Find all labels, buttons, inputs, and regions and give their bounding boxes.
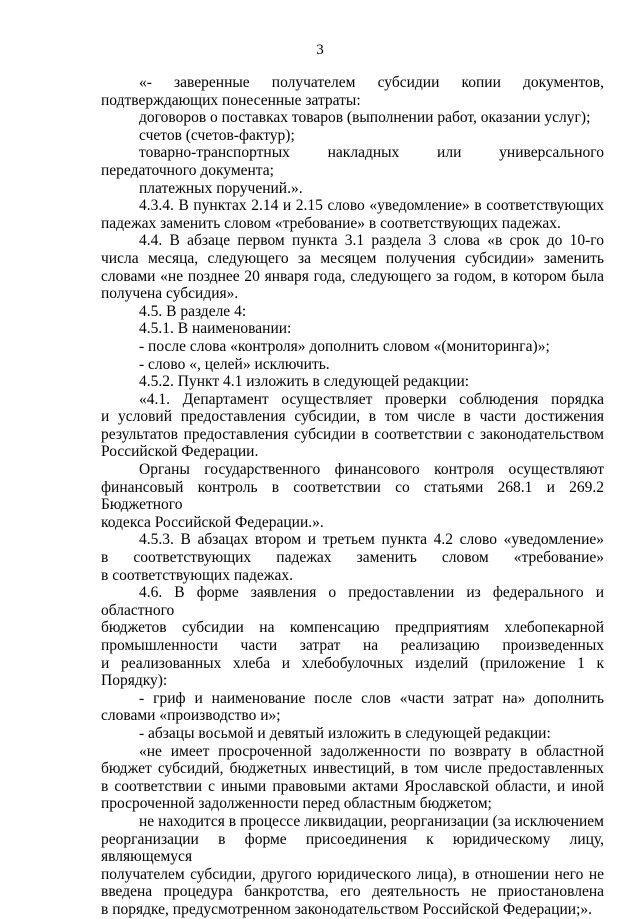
text-line: получена субсидия». xyxy=(101,285,239,303)
text-line: 4.5.1. В наименовании: xyxy=(139,320,292,338)
text-line: 4.5.3. В абзацах втором и третьем пункта 4.2 слово «уведомление» xyxy=(139,531,604,549)
text-line: платежных поручений.». xyxy=(139,179,303,197)
text-line: товарно-транспортных накладных или универсального xyxy=(139,144,604,162)
text-line: - слово «, целей» исключить. xyxy=(139,355,330,373)
text-line: просроченной задолженности перед областным бюджетом; xyxy=(101,795,492,813)
text-line: в соответствии с иными правовыми актами Ярославской области, и иной xyxy=(101,777,604,795)
text-line: не находится в процессе ликвидации, реорганизации (за исключением xyxy=(139,812,604,830)
text-line: «4.1. Департамент осуществляет проверки соблюдения порядка xyxy=(139,390,604,408)
text-line: в соответствующих падежах. xyxy=(101,566,293,584)
text-line: Российской Федерации. xyxy=(101,443,259,461)
text-line: реорганизации в форме присоединения к юридическому лицу, являющемуся xyxy=(101,830,604,866)
text-line: 4.6. В форме заявления о предоставлении из федерального и областного xyxy=(101,584,604,619)
text-line: «не имеет просроченной задолженности по возврату в областной xyxy=(139,742,604,760)
text-line: получателем субсидии, другого юридического лица), в отношении него не xyxy=(101,865,604,883)
text-line: промышленности части затрат на реализацию произведенных xyxy=(101,637,604,654)
text-line: подтверждающих понесенные затраты: xyxy=(101,91,361,109)
text-line: словами «не позднее 20 января года, следующего за годом, в котором была xyxy=(101,267,604,285)
text-line: 4.4. В абзаце первом пункта 3.1 раздела 3 слова «в срок до 10-го xyxy=(139,232,604,250)
text-line: финансовый контроль в соответствии со статьями 268.1 и 269.2 Бюджетного xyxy=(101,478,604,514)
text-line: передаточного документа; xyxy=(101,161,274,179)
text-line: счетов (счетов-фактур); xyxy=(139,126,295,144)
text-line: Органы государственного финансового контроля осуществляют xyxy=(139,461,604,479)
document-body xyxy=(101,74,604,919)
text-line: и реализованных хлеба и хлебобулочных изделий (приложение 1 к Порядку): xyxy=(101,654,604,690)
text-line: - после слова «контроля» дополнить словом «(мониторинга)»; xyxy=(139,337,550,355)
text-line: падежах заменить словом «требование» в соответствующих падежах. xyxy=(101,214,561,232)
text-line: 4.5.2. Пункт 4.1 изложить в следующей редакции: xyxy=(139,373,470,391)
text-line: результатов предоставления субсидии в соответствии с законодательством xyxy=(101,425,604,443)
text-line: «- заверенные получателем субсидии копии документов, xyxy=(139,74,604,91)
text-line: в порядке, предусмотренном законодательством Российской Федерации;». xyxy=(101,900,593,918)
text-line: в соответствующих падежах заменить словом «требование» xyxy=(101,549,604,567)
text-line: и условий предоставления субсидии, в том числе в части достижения xyxy=(101,408,604,426)
text-line: словами «производство и»; xyxy=(101,707,281,725)
text-line: - гриф и наименование после слов «части затрат на» дополнить xyxy=(139,689,604,707)
text-line: бюджетов субсидии на компенсацию предприятиям хлебопекарной xyxy=(101,619,604,637)
text-line: введена процедура банкротства, его деятельность не приостановлена xyxy=(101,883,604,901)
text-line: 4.3.4. В пунктах 2.14 и 2.15 слово «уведомление» в соответствующих xyxy=(139,197,604,215)
text-line: бюджет субсидий, бюджетных инвестиций, в том числе предоставленных xyxy=(101,760,604,778)
text-line: договоров о поставках товаров (выполнении работ, оказании услуг); xyxy=(139,109,591,127)
text-line: числа месяца, следующего за месяцем получения субсидии» заменить xyxy=(101,249,604,267)
page-number: 3 xyxy=(316,42,324,58)
text-line: - абзацы восьмой и девятый изложить в следующей редакции: xyxy=(139,724,551,742)
text-line: 4.5. В разделе 4: xyxy=(139,302,247,320)
text-line: кодекса Российской Федерации.». xyxy=(101,513,324,531)
